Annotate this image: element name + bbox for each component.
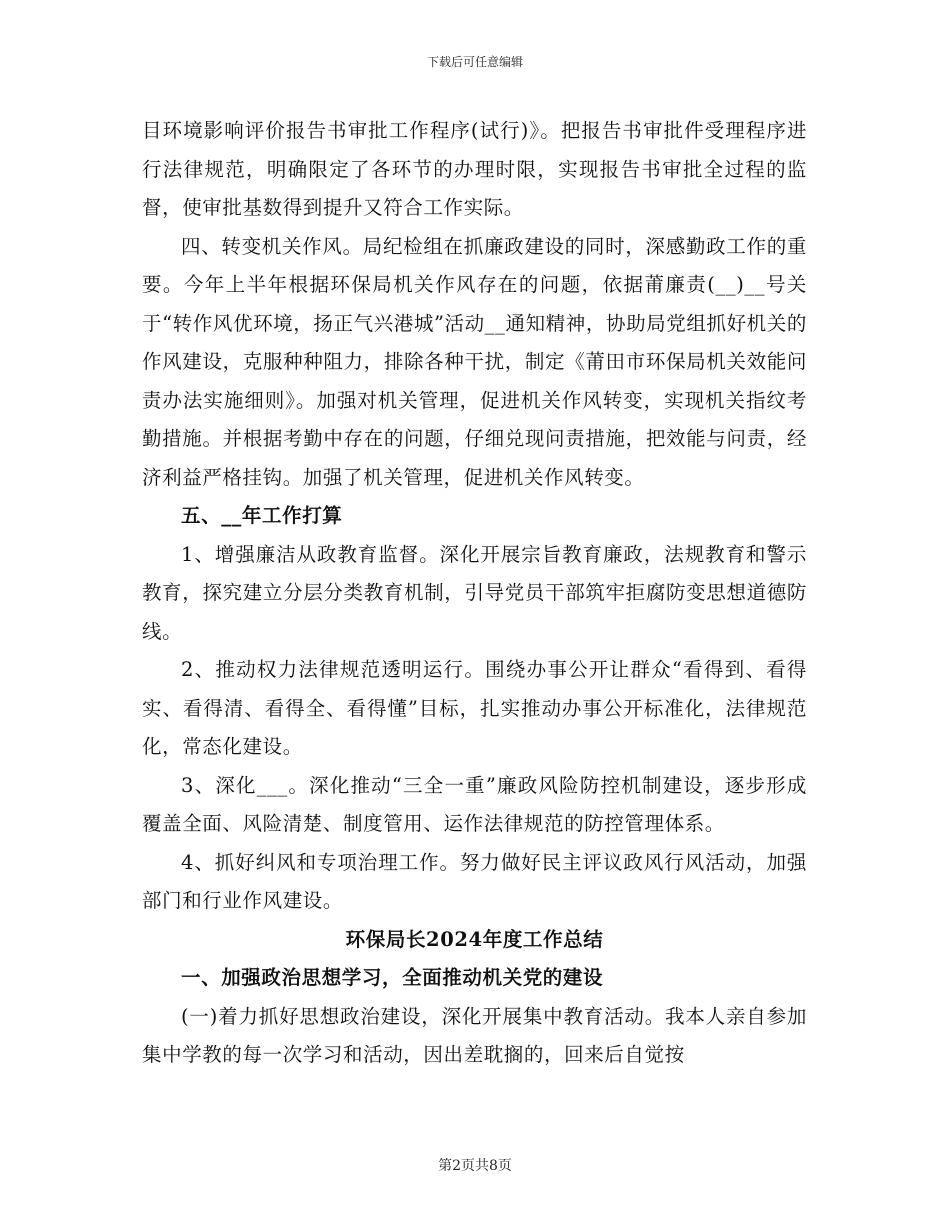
paragraph-plan-item-1: 1、增强廉洁从政教育监督。深化开展宗旨教育廉政，法规教育和警示教育，探究建立分层分类教育机制，引导党员干部筑牢拒腐防变思想道德防线。	[142, 542, 807, 643]
paragraph-plan-item-2: 2、推动权力法律规范透明运行。围绕办事公开让群众“看得到、看得实、看得清、看得全、看得懂”目标，扎实推动办事公开标准化，法律规范化，常态化建设。	[142, 658, 807, 758]
paragraph-plan-item-3: 3、深化___。深化推动“三全一重”廉政风险防控机制建设，逐步形成覆盖全面、风险清楚、制度管用、运作法律规范的防控管理体系。	[142, 773, 807, 835]
section-heading-work-plan: 五、__年工作打算	[181, 504, 343, 527]
paragraph-work-style: 四、转变机关作风。局纪检组在抓廉政建设的同时，深感勤政工作的重要。今年上半年根据环保局机关作风存在的问题，依据莆廉责(__)__号关于“转作风优环境，扬正气兴港城”活动__通知精神，协助局党组抓好机关的作风建设，克服种种阻力，排除各种干扰，制定《莆田市环保局机关效能问责办法实施细则》。加强对机关管理，促进机关作风转变，实现机关指纹考勤措施。并根据考勤中存在的问题，仔细兑现问责措施，把效能与问责，经济利益严格挂钩。加强了机关管理，促进机关作风转变。	[142, 234, 807, 489]
section-heading-political-study: 一、加强政治思想学习，全面推动机关党的建设	[181, 966, 604, 989]
page-number: 第2页共8页	[438, 1158, 512, 1174]
paragraph-approval-procedure: 目环境影响评价报告书审批工作程序(试行)》。把报告书审批件受理程序进行法律规范，明确限定了各环节的办理时限，实现报告书审批全过程的监督，使审批基数得到提升又符合工作实际。	[142, 119, 807, 219]
document-body	[142, 112, 807, 1075]
paragraph-ideological-building: (一)着力抓好思想政治建设，深化开展集中教育活动。我本人亲自参加集中学教的每一次学习和活动，因出差耽搁的，回来后自觉按	[142, 1004, 807, 1066]
document-title: 环保局长2024年度工作总结	[345, 927, 604, 951]
page-header-note: 下载后可任意编辑	[426, 55, 523, 69]
paragraph-plan-item-4: 4、抓好纠风和专项治理工作。努力做好民主评议政风行风活动，加强部门和行业作风建设。	[142, 850, 807, 912]
